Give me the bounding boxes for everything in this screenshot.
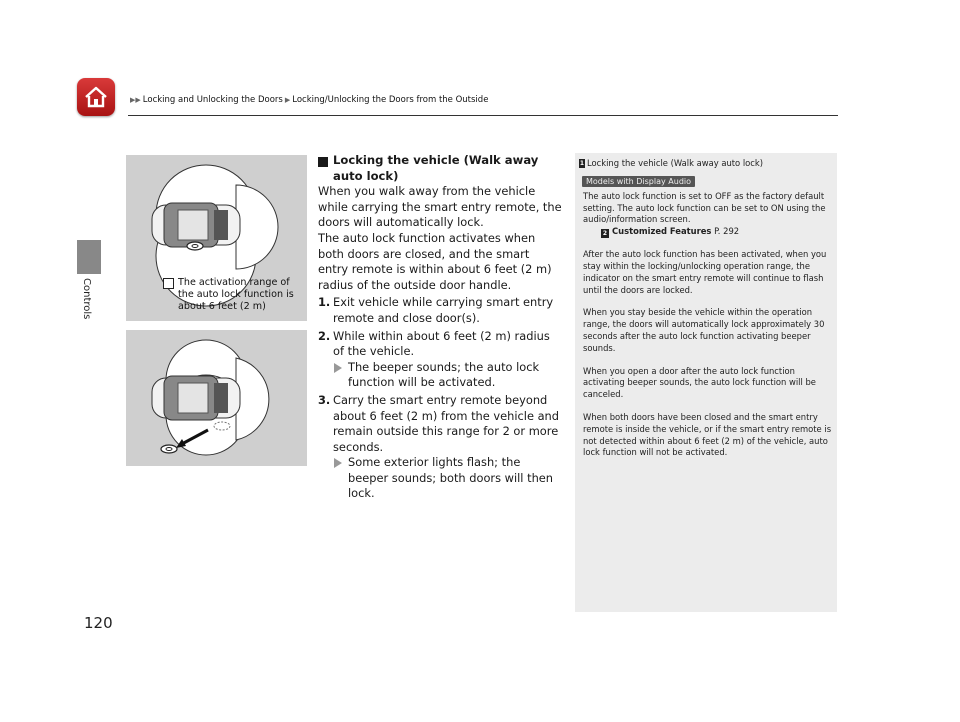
breadcrumb-link-outside[interactable]: Locking/Unlocking the Doors from the Outside bbox=[292, 95, 489, 105]
section-tab[interactable] bbox=[77, 240, 101, 274]
section-label: Controls bbox=[81, 278, 92, 320]
result-arrow-icon bbox=[334, 363, 342, 373]
step-item: 2. While within about 6 feet (2 m) radius of the vehicle. The beeper sounds; the auto lock function will be activated. bbox=[318, 329, 563, 391]
header-divider bbox=[128, 115, 838, 116]
model-badge: Models with Display Audio bbox=[582, 176, 695, 187]
figure-caption: The activation range of the auto lock function is about 6 feet (2 m) bbox=[178, 277, 306, 313]
note-marker-icon: 1 bbox=[579, 160, 585, 167]
reference-arrow-icon: 2 bbox=[602, 230, 608, 238]
breadcrumb-link-locking[interactable]: Locking and Unlocking the Doors bbox=[142, 95, 283, 105]
note-paragraph: After the auto lock function has been activated, when you stay within the locking/unlocking operation range, the indicator on the smart entry remote will continue to flash until the doors are locked. bbox=[583, 249, 827, 295]
step-item: 1. Exit vehicle while carrying smart entry remote and close door(s). bbox=[318, 295, 554, 325]
intro-paragraph: When you walk away from the vehicle while carrying the smart entry remote, the doors will automatically lock. bbox=[318, 184, 562, 230]
vehicle-walk-away-diagram bbox=[126, 330, 307, 466]
home-button[interactable] bbox=[77, 78, 115, 116]
breadcrumb-arrow-icon: ▶ bbox=[284, 96, 291, 104]
walk-away-figure bbox=[126, 330, 307, 466]
note-title: 1 Locking the vehicle (Walk away auto lock) bbox=[579, 158, 764, 168]
note-paragraph: When both doors have been closed and the smart entry remote is inside the vehicle, or if the smart entry remote is not detected within about 6 feet (2 m) of the vehicle, auto lock function will not be activated. bbox=[583, 411, 832, 458]
callout-box-icon bbox=[163, 278, 174, 289]
step-result: Some exterior lights flash; the beeper sounds; both doors will then lock. bbox=[333, 455, 563, 502]
cross-reference-link[interactable]: 2 Customized Features P. 292 bbox=[602, 226, 740, 238]
step-result: The beeper sounds; the auto lock function will be activated. bbox=[333, 360, 563, 391]
section-title: Locking the vehicle (Walk away auto lock) bbox=[318, 153, 563, 184]
breadcrumb bbox=[128, 95, 488, 105]
breadcrumb-arrow-icon: ▶▶ bbox=[130, 96, 141, 104]
side-note-panel bbox=[575, 153, 837, 612]
result-arrow-icon bbox=[334, 458, 342, 468]
page-number: 120 bbox=[84, 614, 113, 632]
main-content bbox=[318, 153, 563, 502]
activation-range-figure bbox=[126, 155, 307, 321]
note-paragraph: When you open a door after the auto lock function activating beeper sounds, the auto lock function will be canceled. bbox=[583, 365, 816, 400]
section-square-icon bbox=[318, 157, 328, 167]
intro-paragraph: The auto lock function activates when both doors are closed, and the smart entry remote is within about 6 feet (2 m) radius of the outside door handle. bbox=[318, 230, 552, 292]
note-paragraph: The auto lock function is set to OFF as the factory default setting. The auto lock function can be set to ON using the audio/information screen. 2 Customized Features P. 292 bbox=[583, 190, 826, 238]
step-item: 3. Carry the smart entry remote beyond about 6 feet (2 m) from the vehicle and remain outside this range for 2 or more seconds. Some exterior lights flash; the beeper sounds; both doors will then lock. bbox=[318, 393, 563, 502]
home-icon bbox=[82, 83, 110, 111]
note-paragraph: When you stay beside the vehicle within the operation range, the doors will automatically lock approximately 30 seconds after the auto lock function activating beeper sounds. bbox=[583, 307, 825, 353]
